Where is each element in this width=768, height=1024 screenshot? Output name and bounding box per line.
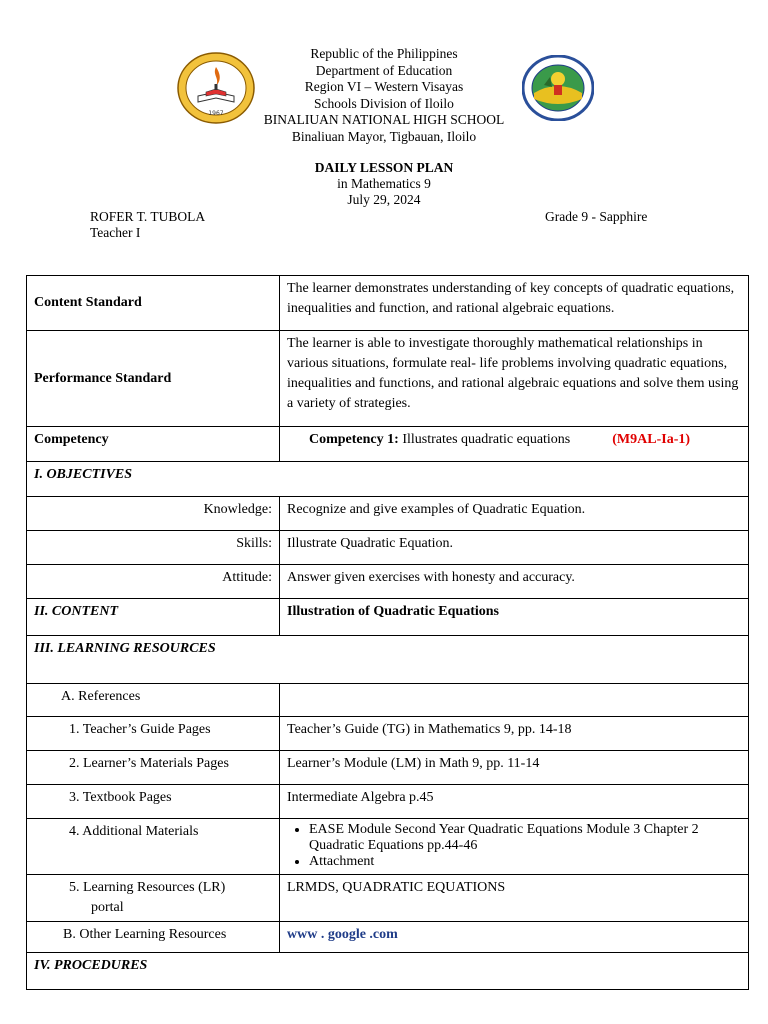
header-country: Republic of the Philippines [310, 46, 458, 61]
content-standard-value: The learner demonstrates understanding of key concepts of quadratic equations, inequalities and function, and rational algebraic equations. [280, 276, 749, 331]
table-row [27, 462, 749, 497]
table-row [27, 331, 749, 427]
content-standard-label: Content Standard [27, 276, 280, 331]
procedures-heading: IV. PROCEDURES [27, 953, 749, 990]
references-label: A. References [27, 684, 280, 717]
textbook-pages-value: Intermediate Algebra p.45 [280, 785, 749, 819]
other-resources-link[interactable]: www . google .com [287, 927, 398, 942]
list-item: • Attachment [309, 854, 741, 870]
competency-prefix: Competency 1: [309, 432, 399, 447]
references-value [280, 684, 749, 717]
additional-materials-list [287, 822, 741, 870]
table-row [27, 427, 749, 462]
table-row [27, 751, 749, 785]
additional-materials-value [280, 819, 749, 875]
other-resources-label: B. Other Learning Resources [27, 922, 280, 953]
header-school-address: Binaliuan Mayor, Tigbauan, Iloilo [291, 128, 477, 144]
header-department: Department of Education [315, 62, 453, 78]
grade-section: Grade 9 - Sapphire [545, 209, 648, 224]
document-subject: in Mathematics 9 [337, 176, 431, 191]
attitude-label: Attitude: [27, 565, 280, 599]
competency-code: (M9AL-Ia-1) [612, 432, 691, 447]
textbook-pages-label: 3. Textbook Pages [27, 785, 280, 819]
lr-portal-label [27, 875, 280, 922]
table-row [27, 953, 749, 990]
title-block [0, 160, 768, 208]
learning-resources-heading: III. LEARNING RESOURCES [27, 636, 749, 684]
table-row [27, 819, 749, 875]
table-row [27, 636, 749, 684]
document-header [0, 46, 768, 145]
table-row [27, 276, 749, 331]
performance-standard-value: The learner is able to investigate thoroughly mathematical relationships in various situations, formulate real- life problems involving quadratic equations, inequalities and functions, and rational algebraic equations and solve them using a variety of strategies. [280, 331, 749, 427]
header-school-name: BINALIUAN NATIONAL HIGH SCHOOL [263, 112, 505, 127]
performance-standard-label: Performance Standard [27, 331, 280, 427]
learners-materials-label: 2. Learner’s Materials Pages [27, 751, 280, 785]
seal-year: 1967 [208, 110, 224, 117]
teacher-position: Teacher I [90, 225, 141, 240]
objectives-heading: I. OBJECTIVES [27, 462, 749, 497]
table-row [27, 717, 749, 751]
table-row [27, 531, 749, 565]
lesson-plan-table [26, 275, 749, 990]
header-region: Region VI – Western Visayas [304, 79, 464, 94]
additional-materials-label: 4. Additional Materials [27, 819, 280, 875]
header-division: Schools Division of Iloilo [314, 95, 454, 111]
content-heading: II. CONTENT [27, 599, 280, 636]
table-row [27, 922, 749, 953]
attitude-value: Answer given exercises with honesty and accuracy. [280, 565, 749, 599]
competency-value [280, 427, 749, 462]
learners-materials-value: Learner’s Module (LM) in Math 9, pp. 11-14 [280, 751, 749, 785]
document-title: DAILY LESSON PLAN [314, 160, 454, 175]
competency-text: Illustrates quadratic equations [398, 432, 571, 447]
skills-value: Illustrate Quadratic Equation. [280, 531, 749, 565]
teacher-info [90, 209, 205, 241]
table-row [27, 785, 749, 819]
document-date: July 29, 2024 [347, 192, 421, 207]
knowledge-label: Knowledge: [27, 497, 280, 531]
other-resources-value [280, 922, 749, 953]
teachers-guide-value: Teacher’s Guide (TG) in Mathematics 9, pp. 14-18 [280, 717, 749, 751]
skills-label: Skills: [27, 531, 280, 565]
teachers-guide-label: 1. Teacher’s Guide Pages [27, 717, 280, 751]
table-row [27, 565, 749, 599]
table-row [27, 684, 749, 717]
knowledge-value: Recognize and give examples of Quadratic Equation. [280, 497, 749, 531]
lr-portal-label-line2: portal [91, 900, 124, 915]
table-row [27, 497, 749, 531]
lr-portal-label-line1: 5. Learning Resources (LR) [69, 880, 226, 895]
table-row [27, 599, 749, 636]
list-item: • EASE Module Second Year Quadratic Equations Module 3 Chapter 2 Quadratic Equations pp.44-46 [309, 822, 741, 854]
content-value: Illustration of Quadratic Equations [280, 599, 749, 636]
teacher-name: ROFER T. TUBOLA [90, 209, 206, 224]
lr-portal-value: LRMDS, QUADRATIC EQUATIONS [280, 875, 749, 922]
table-row [27, 875, 749, 922]
competency-label: Competency [27, 427, 280, 462]
